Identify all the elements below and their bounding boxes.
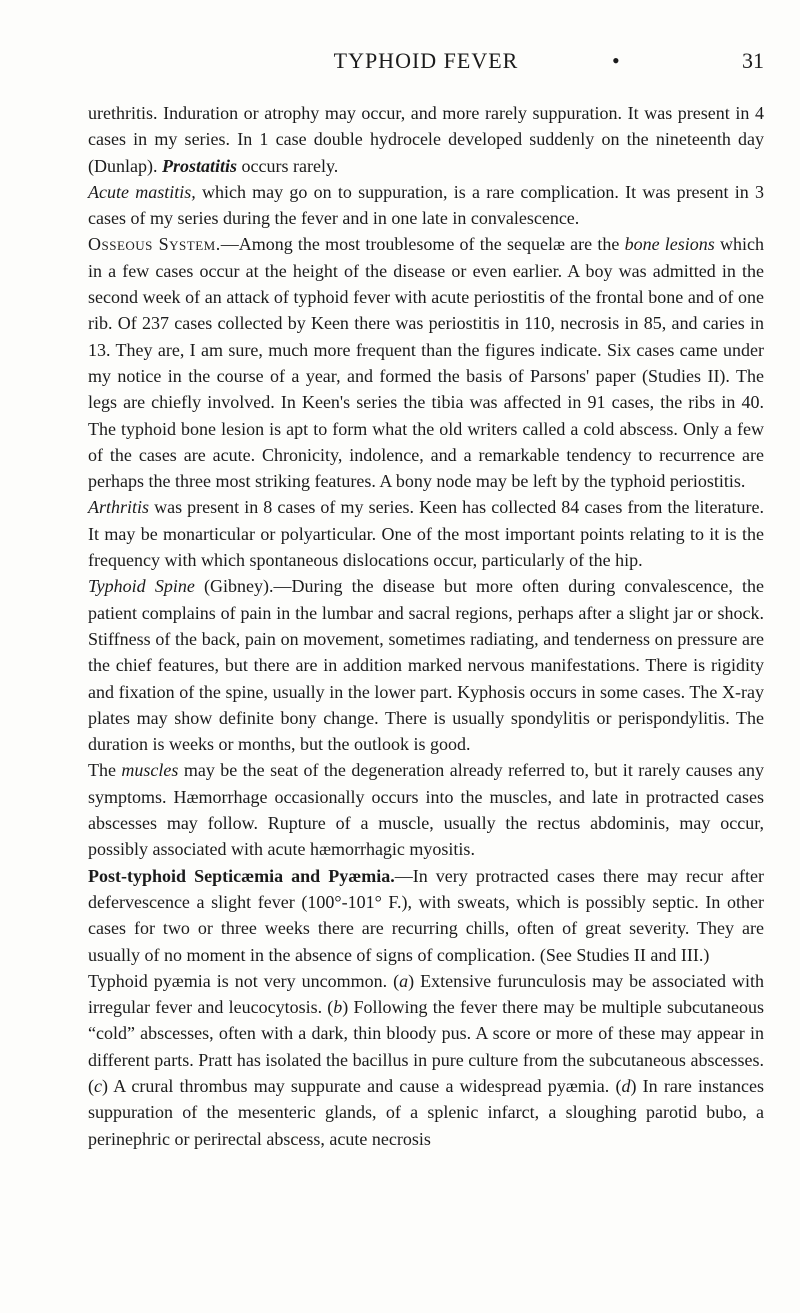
paragraph-text: may be the seat of the degeneration already referred to, but it rarely causes any symptoms. Hæmorrhage occasionally occurs into the muscles, and late in protracted cases abscesses may follow. Rupture of a muscle, usually the rectus abdominis, may occur, possibly associated with acute hæmorrhagic myositis. — [88, 760, 765, 860]
paragraph-text: ) Following the fever there may be multiple subcutaneous “cold” abscesses, often with a dark, thin bloody pus. A score or more of these may appear in different parts. Pratt has isolated the bacillus in pure culture from the subcutaneous abscesses. ( — [88, 997, 764, 1096]
paragraph-arthritis — [88, 494, 764, 573]
paragraph-text: ) Extensive furunculosis may be associated with irregular fever and leucocytosis. ( — [88, 970, 764, 1018]
paragraph-text: was present in 8 cases of my series. Keen has collected 84 cases from the literature. It may be monarticular or polyarticular. One of the most important points relating to it is the frequency with which spontaneous dislocations occur, particularly of the hip. — [88, 497, 764, 571]
paragraph-mastitis — [88, 179, 764, 232]
paragraph-text: which in a few cases occur at the height of the disease or even earlier. A boy was admitted in the second week of an attack of typhoid fever with acute periostitis of the frontal bone and of one rib. Of 237 cases collected by Keen there was periostitis in 110, necrosis in 85, and caries in 13. They are, I am sure, much more frequent than the figures indicate. Six cases came under my notice in the course of a year, and formed the basis of Parsons' paper (Studies II). The legs are chiefly involved. In Keen's series the tibia was affected in 91 cases, the ribs in 40. The typhoid bone lesion is apt to form what the old writers called a cold abscess. Only a few of the cases are acute. Chronicity, indolence, and a remarkable tendency to recurrence are perhaps the three most striking features. A bony node may be left by the typhoid periostitis. — [88, 234, 765, 492]
paragraph-text: (Gibney).—During the disease but more often during convalescence, the patient complains of pain in the lumbar and sacral regions, perhaps after a slight jar or shock. Stiffness of the back, pain on movement, sometimes radiating, and tenderness on pressure are the chief features, but there are in addition marked nervous manifestations. There is rigidity and fixation of the spine, usually in the lower part. Kyphosis occurs in some cases. The X-ray plates may show definite bony change. There is usually spondylitis or perispondylitis. The duration is weeks or months, but the outlook is good. — [88, 576, 765, 755]
paragraph-text: —In very protracted cases there may recur after defervescence a slight fever (100°-101° F.), with sweats, which is possibly septic. In other cases for two or three weeks there are recurring chills, often of great severity. They are usually of no moment in the absence of signs of complication. (See Studies II and III.) — [88, 865, 765, 965]
term-typhoid-spine: Typhoid Spine — [88, 576, 195, 597]
paragraph-text: which may go on to suppuration, is a rare complication. It was present in 3 cases of my series during the fever and in one late in convalescence. — [88, 181, 764, 229]
running-title: TYPHOID FEVER — [333, 48, 519, 73]
section-heading-septicaemia: Post-typhoid Septicæmia and Pyæmia. — [88, 865, 395, 886]
term-bone-lesions: bone lesions — [624, 234, 715, 255]
paragraph-pyaemia — [88, 968, 764, 1152]
term-muscles: muscles — [121, 760, 179, 781]
header-dot: • — [612, 48, 620, 73]
list-letter-d: d — [621, 1075, 631, 1096]
term-arthritis: Arthritis — [88, 497, 150, 518]
paragraph-text: ) A crural thrombus may suppurate and cause a widespread pyæmia. ( — [102, 1075, 622, 1096]
paragraph-text: ) In rare instances suppuration of the mesenteric glands, of a splenic infarct, a sloughing parotid bubo, a perinephric or perirectal abscess, acute necrosis — [88, 1075, 764, 1149]
paragraph-text: urethritis. Induration or atrophy may occur, and more rarely suppuration. It was present in 4 cases in my series. In 1 case double hydrocele developed suddenly on the nineteenth day (Dunlap). — [88, 103, 764, 176]
paragraph-septicaemia — [88, 863, 764, 968]
paragraph-text: Typhoid pyæmia is not very uncommon. ( — [88, 970, 400, 991]
list-letter-c: c — [94, 1075, 102, 1096]
list-letter-a: a — [399, 970, 409, 991]
paragraph-osseous-system — [88, 231, 764, 494]
list-letter-b: b — [333, 997, 343, 1018]
term-acute-mastitis: Acute mastitis, — [88, 181, 196, 202]
term-prostatitis: Prostatitis — [161, 155, 237, 176]
page-number: 31 — [742, 48, 764, 73]
paragraph-text: —Among the most troublesome of the sequelæ are the — [220, 234, 620, 255]
paragraph-typhoid-spine — [88, 573, 764, 757]
body-text — [88, 100, 764, 1152]
paragraph-text: The — [88, 760, 116, 781]
section-heading-osseous: Osseous System. — [88, 234, 221, 255]
paragraph-text: occurs rarely. — [241, 155, 339, 176]
running-head — [88, 48, 764, 78]
paragraph-muscles — [88, 757, 764, 862]
paragraph-orchitis-continued — [88, 100, 764, 179]
